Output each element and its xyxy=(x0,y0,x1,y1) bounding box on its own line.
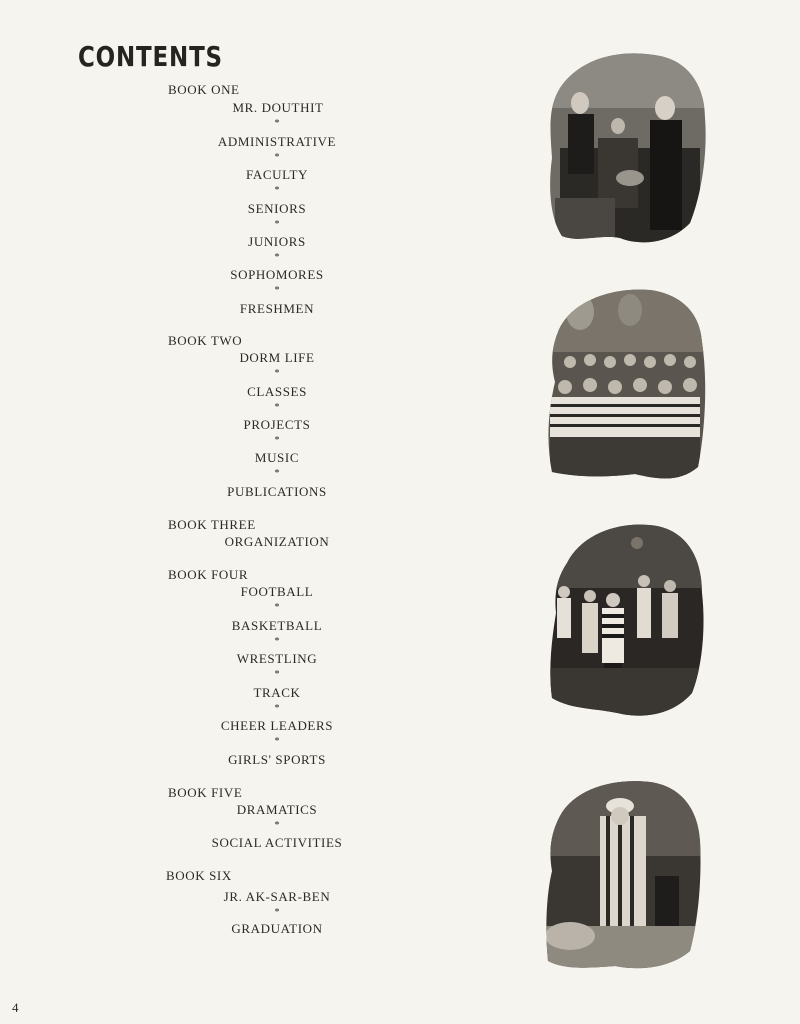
photo-basketball xyxy=(542,518,708,724)
contents-item: GRADUATION xyxy=(231,921,323,936)
book-heading: BOOK FOUR xyxy=(168,567,249,582)
contents-item: ORGANIZATION xyxy=(224,534,330,549)
photo-costume xyxy=(540,776,704,972)
contents-item: FACULTY xyxy=(246,167,308,182)
book-heading: BOOK ONE xyxy=(168,82,240,97)
contents-item: DORM LIFE xyxy=(239,350,315,365)
contents-item: SOCIAL ACTIVITIES xyxy=(211,835,343,850)
contents-item: MUSIC xyxy=(254,450,300,465)
contents-item: JUNIORS xyxy=(248,234,306,249)
book-heading: BOOK THREE xyxy=(168,517,256,532)
contents-item: SENIORS xyxy=(247,201,307,216)
separator-star: * xyxy=(274,468,280,479)
book-heading: BOOK TWO xyxy=(168,333,243,348)
separator-star: * xyxy=(274,219,280,230)
contents-item: TRACK xyxy=(253,685,301,700)
separator-star: * xyxy=(274,907,280,918)
separator-star: * xyxy=(274,636,280,647)
book-heading: BOOK FIVE xyxy=(168,785,243,800)
contents-item: SOPHOMORES xyxy=(230,267,324,282)
contents-item: WRESTLING xyxy=(236,651,318,666)
page-title: CONTENTS xyxy=(78,40,223,73)
contents-item: MR. DOUTHIT xyxy=(232,100,324,115)
contents-item: CLASSES xyxy=(247,384,307,399)
contents-item: BASKETBALL xyxy=(231,618,323,633)
separator-star: * xyxy=(274,736,280,747)
separator-star: * xyxy=(274,703,280,714)
photo-band xyxy=(540,282,710,484)
separator-star: * xyxy=(274,185,280,196)
contents-item: PROJECTS xyxy=(243,417,311,432)
page-number: 4 xyxy=(12,1000,19,1015)
contents-item: JR. AK-SAR-BEN xyxy=(223,889,331,904)
separator-star: * xyxy=(274,820,280,831)
contents-item: FRESHMEN xyxy=(239,301,315,316)
book-heading: BOOK SIX xyxy=(166,868,232,883)
contents-item: FOOTBALL xyxy=(240,584,314,599)
photo-speakers xyxy=(540,48,712,246)
separator-star: * xyxy=(274,435,280,446)
contents-item: ADMINISTRATIVE xyxy=(217,134,337,149)
separator-star: * xyxy=(274,669,280,680)
contents-item: GIRLS' SPORTS xyxy=(228,752,326,767)
separator-star: * xyxy=(274,368,280,379)
contents-item: DRAMATICS xyxy=(236,802,318,817)
separator-star: * xyxy=(274,285,280,296)
separator-star: * xyxy=(274,152,280,163)
separator-star: * xyxy=(274,118,280,129)
separator-star: * xyxy=(274,252,280,263)
contents-item: CHEER LEADERS xyxy=(220,718,334,733)
contents-item: PUBLICATIONS xyxy=(227,484,327,499)
separator-star: * xyxy=(274,602,280,613)
separator-star: * xyxy=(274,402,280,413)
